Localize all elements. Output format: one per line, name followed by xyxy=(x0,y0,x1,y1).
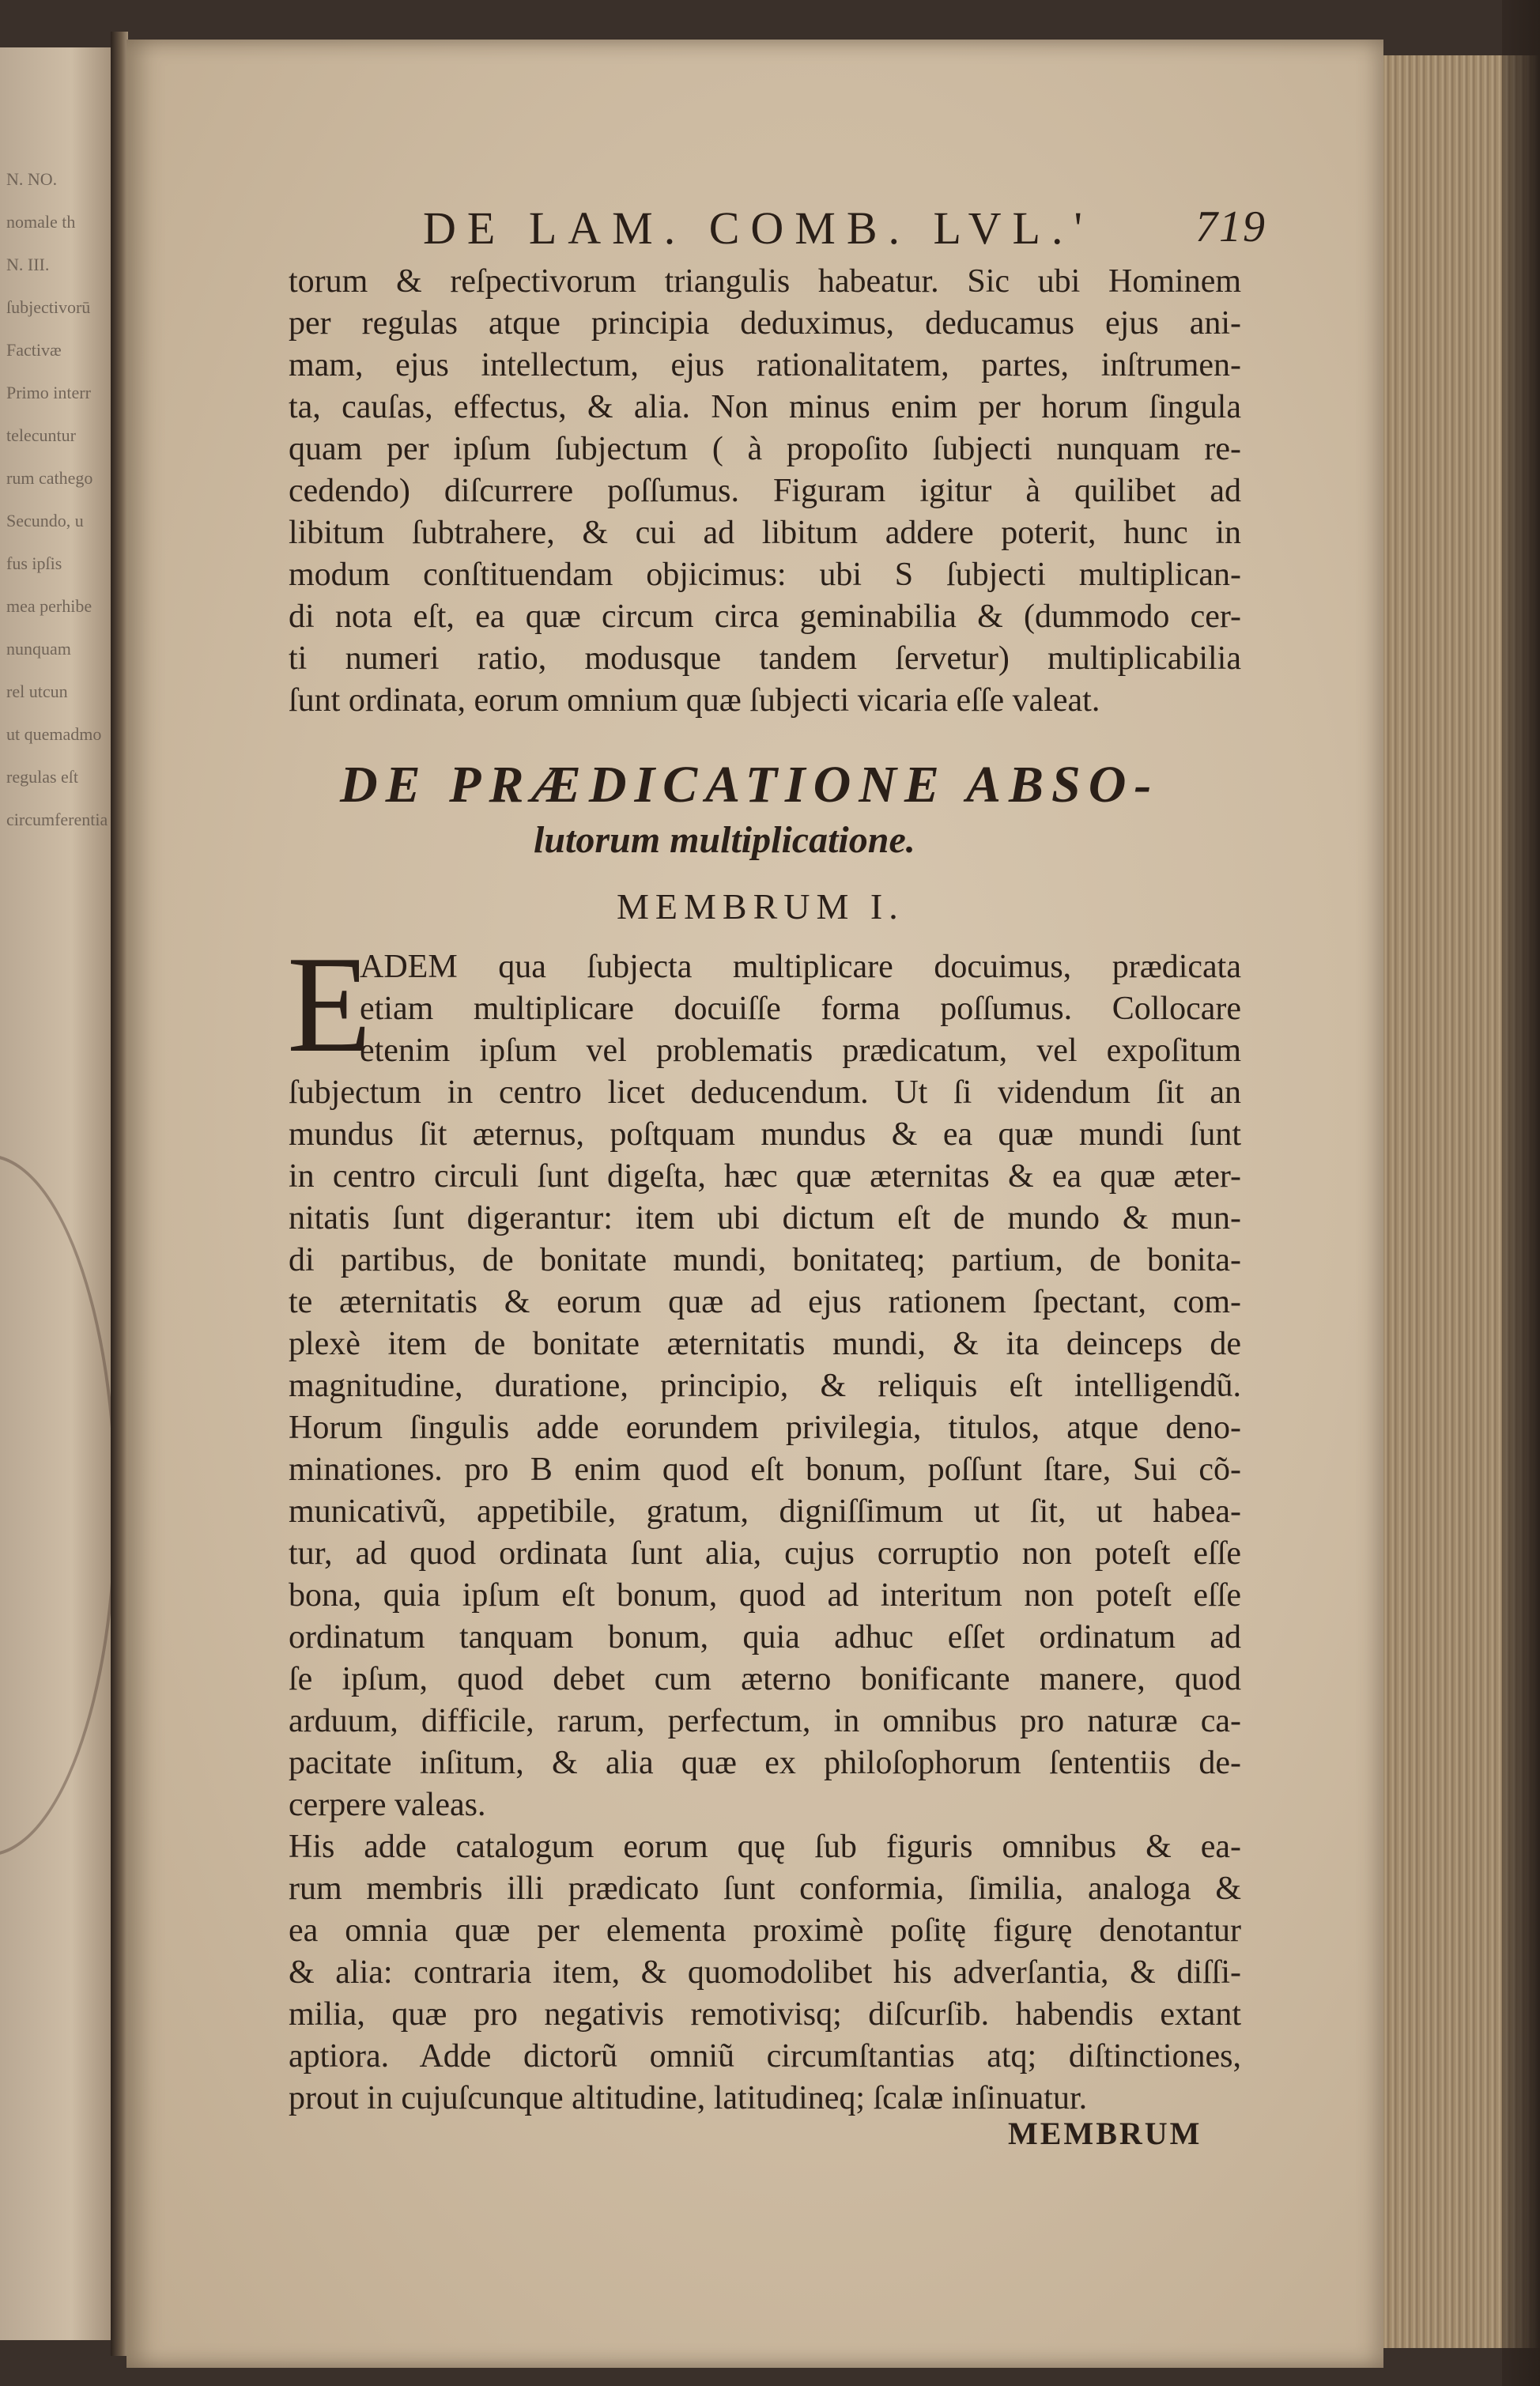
running-head: DE LAM. COMB. LVL.' xyxy=(423,202,1093,254)
text-line: ta, cauſas, effectus, & alia. Non minus enim per horum ſingula xyxy=(289,389,1241,425)
text-line: libitum ſubtrahere, & cui ad libitum addere poterit, hunc in xyxy=(289,515,1241,551)
text-line: mam, ejus intellectum, ejus rationalitatem, partes, inſtrumen- xyxy=(289,347,1241,383)
facing-page-text: N. NO. nomale th N. III. ſubjectivorū Factivæ Primo interr telecuntur rum cathego Secundo, u fus ipſis mea perhibe nunquam rel utcun ut quemadmo regulas eſt circumferentia xyxy=(6,169,108,829)
text-line: mundus ſit æternus, poſtquam mundus & ea quæ mundi ſunt xyxy=(289,1116,1241,1153)
paragraph-1 xyxy=(289,261,1241,722)
facing-page-diagram xyxy=(0,1154,117,1856)
text-line: municativũ, appetibile, gratum, digniſſimum ut ſit, ut habea- xyxy=(289,1493,1241,1530)
text-line: Horum ſingulis adde eorundem privilegia, titulos, atque deno- xyxy=(289,1410,1241,1446)
text-line: etenim ipſum vel problematis prædicatum, vel expoſitum xyxy=(360,1033,1241,1069)
text-line: nitatis ſunt digerantur: item ubi dictum eſt de mundo & mun- xyxy=(289,1200,1241,1236)
catchword: MEMBRUM xyxy=(1008,2116,1202,2151)
text-line: cerpere valeas. xyxy=(289,1787,486,1823)
text-line: te æternitatis & eorum quæ ad ejus rationem ſpectant, com- xyxy=(289,1284,1241,1320)
text-line: ea omnia quæ per elementa proximè poſitę figurę denotantur xyxy=(289,1912,1241,1949)
text-line: magnitudine, duratione, principio, & reliquis eſt intelligendũ. xyxy=(289,1368,1241,1404)
text-line: ſunt ordinata, eorum omnium quæ ſubjecti vicaria eſſe valeat. xyxy=(289,682,1100,719)
text-line: arduum, difficile, rarum, perfectum, in omnibus pro naturæ ca- xyxy=(289,1703,1241,1739)
text-line: di nota eſt, ea quæ circum circa geminabilia & (dummodo cer- xyxy=(289,598,1241,635)
text-line: quam per ipſum ſubjectum ( à propoſito ſubjecti nunquam re- xyxy=(289,431,1241,467)
text-line: in centro circuli ſunt digeſta, hæc quæ æternitas & ea quæ æter- xyxy=(289,1158,1241,1195)
text-line: aptiora. Adde dictorũ omniũ circumſtantias atq; diſtinctiones, xyxy=(289,2038,1241,2075)
text-line: ordinatum tanquam bonum, quia adhuc eſſet ordinatum ad xyxy=(289,1619,1241,1655)
text-line: plexè item de bonitate æternitatis mundi, & ita deinceps de xyxy=(289,1326,1241,1362)
paragraph-2 xyxy=(287,927,1241,2120)
book-page xyxy=(126,40,1383,2368)
text-line: prout in cujuſcunque altitudine, latitudineq; ſcalæ inſinuatur. xyxy=(289,2080,1088,2116)
book-gutter xyxy=(111,32,128,2356)
text-line: ſe ipſum, quod debet cum æterno bonificante manere, quod xyxy=(289,1661,1241,1697)
text-line: modum conſtituendam objicimus: ubi S ſubjecti multiplican- xyxy=(289,557,1241,593)
text-line: & alia: contraria item, & quomodolibet his adverſantia, & diſſi- xyxy=(289,1954,1241,1991)
member-heading: MEMBRUM I. xyxy=(617,886,904,927)
text-line: tur, ad quod ordinata ſunt alia, cujus corruptio non poteſt eſſe xyxy=(289,1535,1241,1572)
page-number: 719 xyxy=(1195,202,1266,251)
text-line: minationes. pro B enim quod eſt bonum, poſſunt ſtare, Sui cõ- xyxy=(289,1452,1241,1488)
text-line: cedendo) diſcurrere poſſumus. Figuram igitur à quilibet ad xyxy=(289,473,1241,509)
text-line: per regulas atque principia deduximus, deducamus ejus ani- xyxy=(289,305,1241,342)
text-line: ti numeri ratio, modusque tandem ſervetur) multiplicabilia xyxy=(289,640,1241,677)
drop-cap: E xyxy=(287,927,372,1081)
text-line: di partibus, de bonitate mundi, bonitateq; partium, de bonita- xyxy=(289,1242,1241,1278)
text-line: etiam multiplicare docuiſſe forma poſſumus. Collocare xyxy=(360,991,1241,1027)
text-line: bona, quia ipſum eſt bonum, quod ad interitum non poteſt eſſe xyxy=(289,1577,1241,1614)
text-line: milia, quæ pro negativis remotivisq; diſcurſib. habendis extant xyxy=(289,1996,1241,2033)
text-line: pacitate inſitum, & alia quæ ex philoſophorum ſententiis de- xyxy=(289,1745,1241,1781)
book-edge-shadow xyxy=(1502,0,1540,2386)
facing-page xyxy=(0,47,119,2340)
text-line: torum & reſpectivorum triangulis habeatur. Sic ubi Hominem xyxy=(289,263,1241,300)
text-line: ADEM qua ſubjecta multiplicare docuimus, prædicata xyxy=(360,949,1241,985)
text-line: His adde catalogum eorum quę ſub figuris omnibus & ea- xyxy=(289,1829,1241,1865)
section-subheading: lutorum multiplicatione. xyxy=(534,819,915,861)
section-heading: DE PRÆDICATIONE ABSO- xyxy=(340,756,1160,814)
text-line: rum membris illi prædicato ſunt conformia, ſimilia, analoga & xyxy=(289,1871,1241,1907)
text-line: ſubjectum in centro licet deducendum. Ut ſi videndum ſit an xyxy=(289,1074,1241,1111)
